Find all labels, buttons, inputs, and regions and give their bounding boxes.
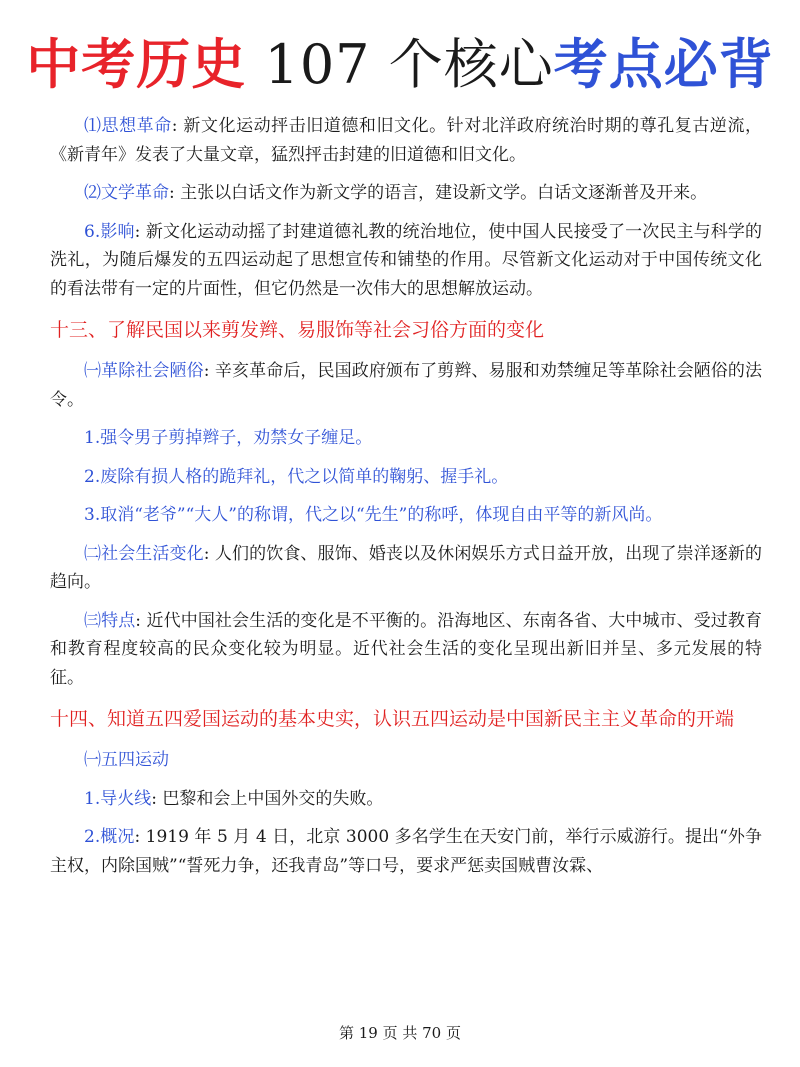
paragraph-literary-revolution	[50, 179, 762, 208]
paragraph-text: : 辛亥革命后，民国政府颁布了剪辫、易服和劝禁缠足等革除社会陋俗的法令。	[50, 361, 762, 410]
paragraph-social-life	[50, 540, 762, 597]
list-item: 3.取消“老爷”“大人”的称谓，代之以“先生”的称呼，体现自由平等的新风尚。	[84, 505, 663, 525]
document-body	[50, 112, 762, 890]
paragraph-lead: 6.影响	[84, 221, 135, 242]
list-item: 1.强令男子剪掉辫子，劝禁女子缠足。	[84, 428, 373, 448]
paragraph-text: : 新文化运动动摇了封建道德礼教的统治地位，使中国人民接受了一次民主与科学的洗礼，为随后爆发的五四运动起了思想宣传和铺垫的作用。尽管新文化运动对于中国传统文化的看法带有一定的片面性，但它仍然是一次伟大的思想解放运动。	[50, 221, 762, 299]
paragraph-lead: 1.导火线	[84, 788, 152, 809]
paragraph-lead: 2.概况	[84, 827, 135, 847]
paragraph-lead: ⑵文学革命	[84, 183, 169, 203]
paragraph-text: : 人们的饮食、服饰、婚丧以及休闲娱乐方式日益开放，出现了崇洋逐新的趋向。	[50, 543, 762, 592]
paragraph-lead: ㈢特点	[84, 610, 136, 631]
paragraph-features	[50, 607, 762, 693]
paragraph-text: : 新文化运动抨击旧道德和旧文化。针对北洋政府统治时期的尊孔复古逆流，《新青年》发表了大量文章，猛烈抨击封建的旧道德和旧文化。	[50, 116, 762, 165]
paragraph-abolish-customs	[50, 357, 762, 414]
paragraph-trigger	[50, 785, 762, 814]
page-title	[0, 28, 800, 101]
paragraph-lead: ㈡社会生活变化	[84, 543, 204, 564]
title-part-blue: 考点必背	[553, 32, 774, 96]
section-heading-14: 十四、知道五四爱国运动的基本史实，认识五四运动是中国新民主主义革命的开端	[50, 708, 735, 730]
paragraph-thought-revolution	[50, 112, 762, 169]
title-part-black: 107 个核心	[246, 33, 554, 96]
paragraph-lead: ㈠革除社会陋俗	[84, 361, 204, 381]
list-item: 2.废除有损人格的跪拜礼，代之以简单的鞠躬、握手礼。	[84, 466, 509, 487]
title-part-red: 中考历史	[26, 32, 247, 96]
paragraph-influence	[50, 218, 762, 304]
page-number: 第 19 页 共 70 页	[338, 1024, 461, 1042]
section-heading-13: 十三、了解民国以来剪发辫、易服饰等社会习俗方面的变化	[50, 319, 545, 341]
paragraph-text: : 近代中国社会生活的变化是不平衡的。沿海地区、东南各省、大中城市、受过教育和教育程度较高的民众变化较为明显。近代社会生活的变化呈现出新旧并呈、多元发展的特征。	[50, 610, 762, 688]
paragraph-text: : 巴黎和会上中国外交的失败。	[151, 788, 384, 809]
subsection-heading: ㈠五四运动	[84, 750, 169, 770]
paragraph-lead: ⑴思想革命	[84, 116, 172, 136]
paragraph-overview	[50, 823, 762, 880]
paragraph-text: : 1919 年 5 月 4 日，北京 3000 多名学生在天安门前，举行示威游行。提出“外争主权，内除国贼”“誓死力争，还我青岛”等口号，要求严惩卖国贼曹汝霖、	[50, 827, 762, 876]
paragraph-text: : 主张以白话文作为新文学的语言，建设新文学。白话文逐渐普及开来。	[169, 183, 708, 203]
